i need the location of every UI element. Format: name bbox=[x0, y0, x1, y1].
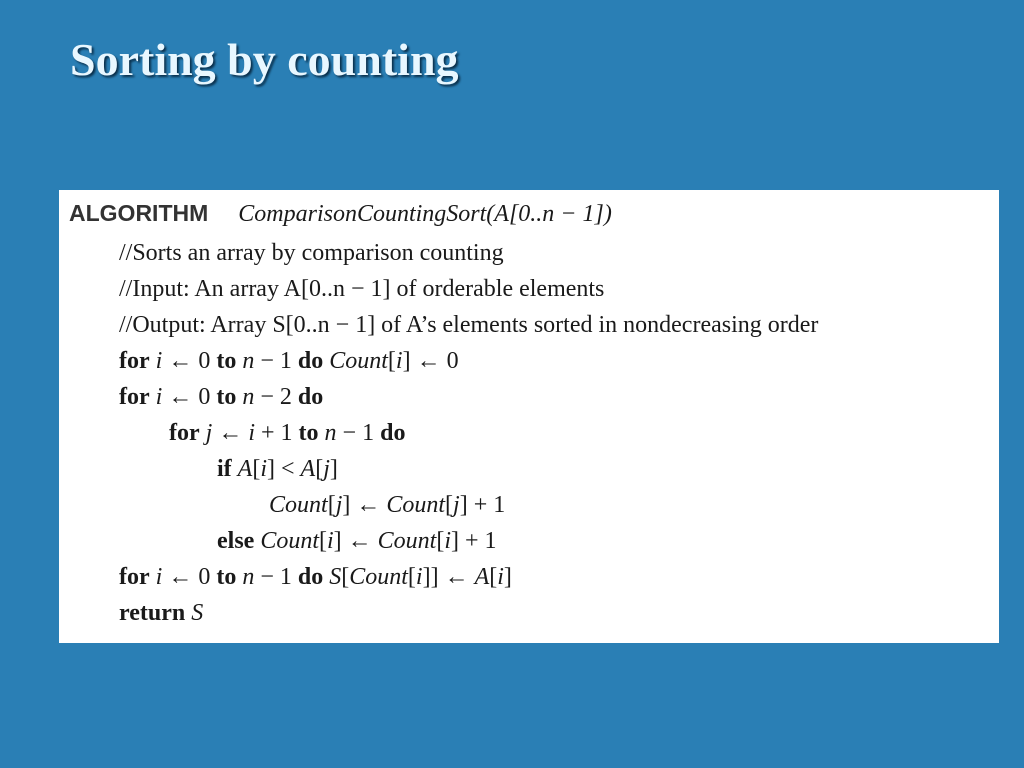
algorithm-keyword: ALGORITHM bbox=[69, 200, 209, 226]
code-line-comment-input: //Input: An array A[0..n − 1] of orderable elements bbox=[119, 276, 605, 302]
algorithm-panel bbox=[59, 190, 999, 643]
code-line-else: else Count[i] ← Count[i] + 1 bbox=[217, 528, 497, 554]
slide-title: Sorting by counting bbox=[70, 34, 459, 85]
code-line-comment-output: //Output: Array S[0..n − 1] of A’s elements sorted in nondecreasing order bbox=[119, 312, 819, 338]
algorithm-signature: ComparisonCountingSort(A[0..n − 1]) bbox=[238, 201, 612, 227]
code-line-return: return S bbox=[119, 600, 204, 626]
code-line-inner-loop: for j ← i + 1 to n − 1 do bbox=[169, 420, 406, 446]
algorithm-header bbox=[69, 198, 612, 229]
code-line-place-loop: for i ← 0 to n − 1 do S[Count[i]] ← A[i] bbox=[119, 564, 512, 590]
code-line-outer-loop: for i ← 0 to n − 2 do bbox=[119, 384, 324, 410]
code-line-count-j: Count[j] ← Count[j] + 1 bbox=[269, 492, 506, 518]
code-line-comment-sorts: //Sorts an array by comparison counting bbox=[119, 240, 504, 266]
code-line-init-loop: for i ← 0 to n − 1 do Count[i] ← 0 bbox=[119, 348, 459, 374]
code-line-if: if A[i] < A[j] bbox=[217, 456, 338, 482]
